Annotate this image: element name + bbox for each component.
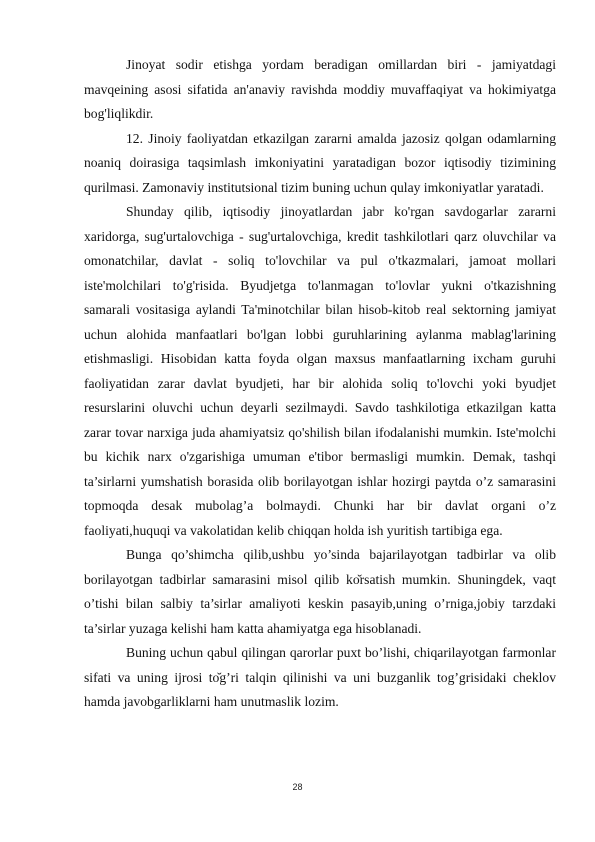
paragraph-2: 12. Jinoiy faoliyatdan etkazilgan zararni amalda jazosiz qolgan odamlarning noaniq doirasiga taqsimlash imkoniyatini yaratadigan bozor iqtisodiy tizimining qurilmasi. Zamonaviy institutsional tizim buning uchun qulay imkoniyatlar yaratadi. — [84, 130, 556, 195]
document-page — [84, 53, 556, 715]
paragraph-5: Buning uchun qabul qilingan qarorlar puxt bo’lishi, chiqarilayotgan farmonlar sifati va uning ijrosi tо̆g’ri talqin qilinishi va uni buzganlik tog’grisidaki cheklov hamda javobgarliklarni ham unutmaslik lozim. — [84, 645, 556, 709]
paragraph-1: Jinoyat sodir etishga yordam beradigan omillardan biri - jamiyatdagi mavqeining asosi sifatida an'anaviy ravishda moddiy muvaffaqiyat va hokimiyatga bog'liqlikdir. — [84, 57, 556, 121]
page-number: 28 — [292, 782, 303, 792]
paragraph-4: Bunga qo’shimcha qilib,ushbu yo’sinda bajarilayotgan tadbirlar va olib borilayotgan tadbirlar samarasini misol qilib kо̆rsatish mumkin. Shuningdek, vaqt o’tishi bilan salbiy ta’sirlar amaliyoti keskin pasayib,uning o’rniga,jobiy tarzdaki ta’sirlar yuzaga kelishi ham katta ahamiyatga ega hisoblanadi. — [84, 547, 556, 636]
paragraph-3: Shunday qilib, iqtisodiy jinoyatlardan jabr ko'rgan savdogarlar zararni xaridorga, sug'urtalovchiga - sug'urtalovchiga, kredit tashkilotlari qarz oluvchilar va omonatchilar, davlat - soliq to'lovchilar va pul o'tkazmalari, jamoat mollari iste'molchilari to'g'risida. Byudjetga to'lanmagan to'lovlar yukni o'tkazishning samarali vositasiga aylandi Ta'minotchilar bilan hisob-kitob real sektorning jamiyat uchun alohida manfaatlari bo'lgan lobbi guruhlarining aylanma mablag'larining etishmasligi. Hisobidan katta foyda olgan maxsus manfaatlarning ixcham guruhi faoliyatidan zarar davlat byudjeti, har bir alohida soliq to'lovchi yoki byudjet resurslarini oluvchi uchun deyarli sezilmaydi. Savdo tashkilotiga etkazilgan katta zarar tovar narxiga juda ahamiyatsiz qo'shilish bilan ifodalanishi mumkin. Iste'molchi bu kichik narx o'zgarishiga umuman e'tibor bermasligi mumkin. Demak, tashqi ta’sirlarni yumshatish borasida olib borilayotgan ishlar hozirgi paytda o’z samarasini topmoqda desak mubolag’a bolmaydi. Chunki har bir davlat organi o’z faoliyati,huquqi va vakolatidan kelib chiqqan holda ish yuritish tartibiga ega. — [84, 204, 556, 538]
